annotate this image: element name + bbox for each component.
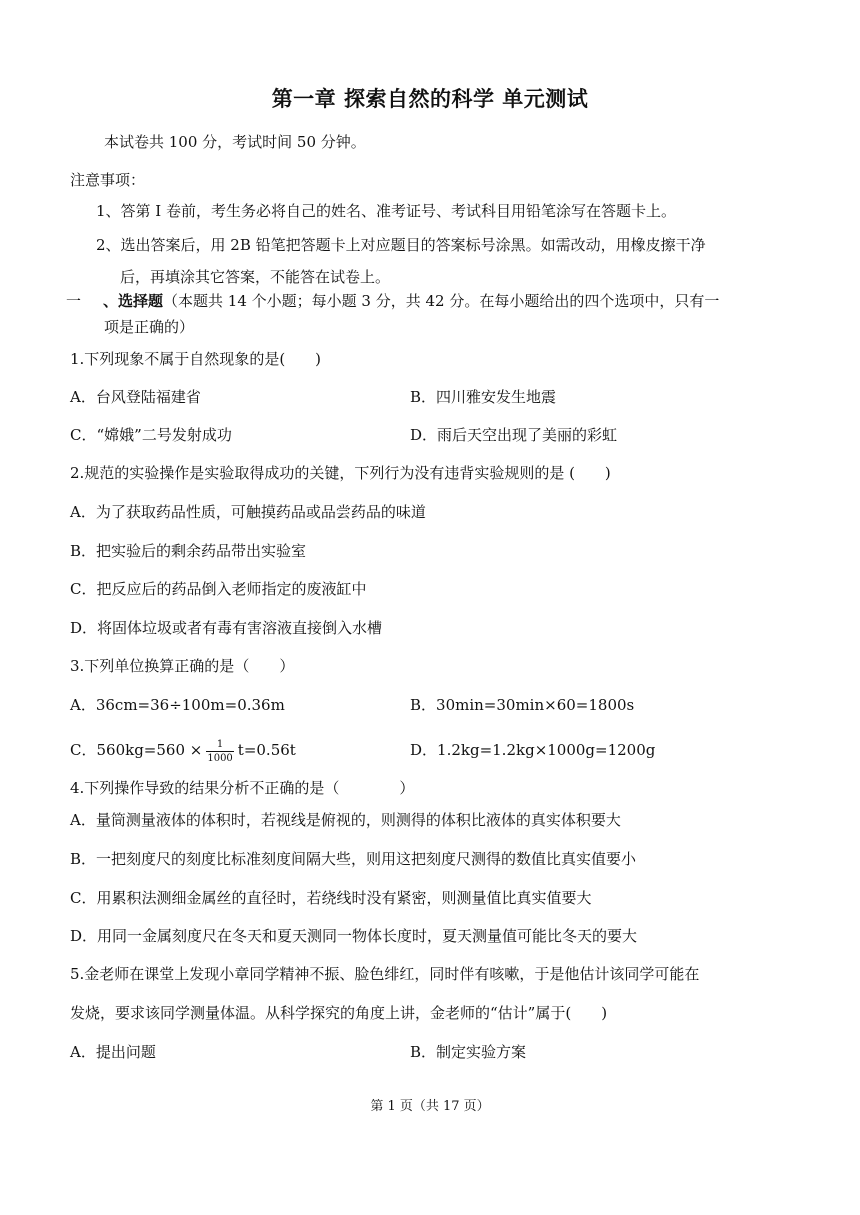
question-5-stem-continued: 发烧，要求该同学测量体温。从科学探究的角度上讲，金老师的“估计”属于( )	[70, 1004, 608, 1022]
question-4-option-c: C．用累积法测细金属丝的直径时，若绕线时没有紧密，则测量值比真实值要大	[70, 889, 592, 907]
question-1-option-a: A．台风登陆福建省	[70, 388, 201, 406]
section-label: 、选择题	[103, 292, 164, 310]
question-1-stem: 1.下列现象不属于自然现象的是( )	[70, 350, 322, 368]
fraction	[206, 739, 233, 764]
question-1-option-c: C．“嫦娥”二号发射成功	[70, 426, 232, 444]
fraction-numerator: 1	[206, 739, 233, 752]
page-footer: 第 1 页（共 17 页）	[370, 1099, 490, 1114]
note-2-continued: 后，再填涂其它答案，不能答在试卷上。	[120, 268, 391, 286]
question-3-option-b: B．30min=30min×60=1800s	[410, 696, 635, 714]
fraction-denominator: 1000	[207, 752, 233, 764]
question-4-stem: 4.下列操作导致的结果分析不正确的是（ ）	[70, 779, 415, 797]
section-heading	[66, 291, 719, 311]
question-3-option-d: D．1.2kg=1.2kg×1000g=1200g	[410, 741, 656, 759]
question-2-option-c: C．把反应后的药品倒入老师指定的废液缸中	[70, 580, 367, 598]
question-1-option-b: B．四川雅安发生地震	[410, 388, 557, 406]
page-title: 第一章 探索自然的科学 单元测试	[271, 87, 589, 111]
question-1-option-d: D．雨后天空出现了美丽的彩虹	[410, 426, 618, 444]
question-3-stem: 3.下列单位换算正确的是（ ）	[70, 657, 295, 675]
question-2-stem: 2.规范的实验操作是实验取得成功的关键，下列行为没有违背实验规则的是 ( )	[70, 464, 611, 482]
note-1: 1、答第 I 卷前，考生务必将自己的姓名、准考证号、考试科目用铅笔涂写在答题卡上。	[96, 202, 677, 220]
question-5-option-a: A．提出问题	[70, 1043, 156, 1061]
question-4-option-b: B．一把刻度尺的刻度比标准刻度间隔大些，则用这把刻度尺测得的数值比真实值要小	[70, 850, 637, 868]
question-2-option-a: A．为了获取药品性质，可触摸药品或品尝药品的味道	[70, 503, 426, 521]
section-description: （本题共 14 个小题；每小题 3 分，共 42 分。在每小题给出的四个选项中，只有一	[163, 292, 720, 310]
notes-heading: 注意事项：	[70, 171, 146, 189]
question-4-option-a: A．量筒测量液体的体积时，若视线是俯视的，则测得的体积比液体的真实体积要大	[70, 811, 621, 829]
note-2: 2、选出答案后，用 2B 铅笔把答题卡上对应题目的答案标号涂黑。如需改动，用橡皮擦干净	[96, 236, 706, 254]
section-description-continued: 项是正确的）	[104, 318, 195, 336]
question-5-stem: 5.金老师在课堂上发现小章同学精神不振、脸色绯红，同时伴有咳嗽，于是他估计该同学可能在	[70, 965, 700, 983]
question-2-option-d: D．将固体垃圾或者有毒有害溶液直接倒入水槽	[70, 619, 383, 637]
option-c-suffix: t=0.56t	[237, 741, 296, 759]
question-3-option-c	[70, 737, 296, 764]
question-2-option-b: B．把实验后的剩余药品带出实验室	[70, 542, 307, 560]
option-c-prefix: C．560kg=560 ×	[70, 741, 203, 759]
question-5-option-b: B．制定实验方案	[410, 1043, 527, 1061]
question-4-option-d: D．用同一金属刻度尺在冬天和夏天测同一物体长度时，夏天测量值可能比冬天的要大	[70, 927, 638, 945]
exam-intro: 本试卷共 100 分，考试时间 50 分钟。	[104, 133, 366, 151]
section-number: 一	[66, 292, 82, 310]
question-3-option-a: A．36cm=36÷100m=0.36m	[70, 696, 285, 714]
